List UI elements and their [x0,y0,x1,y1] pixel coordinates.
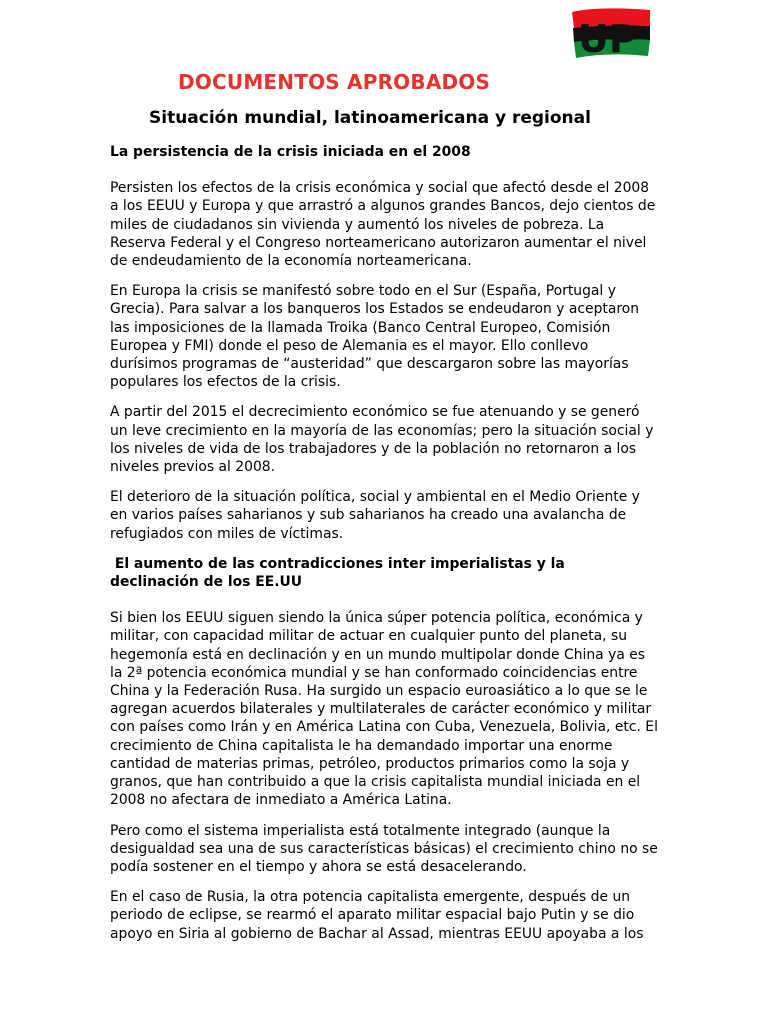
svg-text:UP: UP [578,17,637,61]
paragraph: Pero como el sistema imperialista está totalmente integrado (aunque la desigualdad sea una de sus características básicas) el crecimiento chino no se podía sostener en el tiempo y ahora se está desacelerando. [110,822,658,875]
section-heading: El aumento de las contradicciones inter imperialistas y la declinación de los EE.UU [110,555,570,591]
paragraph: El deterioro de la situación política, social y ambiental en el Medio Oriente y en varios países saharianos y sub saharianos ha creado una avalancha de refugiados con miles de víctimas. [110,489,640,542]
paragraph: Si bien los EEUU siguen siendo la única súper potencia política, económica y militar, con capacidad militar de actuar en cualquier punto del planeta, su hegemonía está en declinación y en un mundo multipolar donde China ya es la 2ª potencia económica mundial y se han conformado coincidencias entre China y la Federación Rusa. Ha surgido un espacio euroasiático a lo que se le agregan acuerdos bilaterales y multilaterales de carácter económico y militar con países como Irán y en América Latina con Cuba, Venezuela, Bolivia, etc. El crecimiento de China capitalista le ha demandado importar una enorme cantidad de materias primas, petróleo, productos primarios como la soja y granos, que han contribuido a que la crisis capitalista mundial iniciada en el 2008 no afectara de inmediato a América Latina. [110,610,658,809]
paragraph: Persisten los efectos de la crisis económica y social que afectó desde el 2008 a los EEUU y Europa y que arrastró a algunos grandes Bancos, dejo cientos de miles de ciudadanos sin vivienda y aumentó los niveles de pobreza. La Reserva Federal y el Congreso norteamericano autorizaron aumentar el nivel de endeudamiento de la economía norteamericana. [110,180,656,270]
section-heading: La persistencia de la crisis iniciada en el 2008 [110,144,471,160]
paragraph: En el caso de Rusia, la otra potencia capitalista emergente, después de un periodo de eclipse, se rearmó el aparato militar espacial bajo Putin y se dio apoyo en Siria al gobierno de Bachar al Assad, mientras EEUU apoyaba a los [110,889,644,942]
document-body [110,143,658,955]
paragraph: A partir del 2015 el decrecimiento económico se fue atenuando y se generó un leve crecimiento en la mayoría de las economías; pero la situación social y los niveles de vida de los trabajadores y de la población no retornaron a los niveles previos al 2008. [110,404,654,476]
documents-header: DOCUMENTOS APROBADOS [178,70,491,94]
paragraph: En Europa la crisis se manifestó sobre todo en el Sur (España, Portugal y Grecia). Para salvar a los banqueros los Estados se endeudaron y aceptaron las imposiciones de la llamada Troika (Banco Central Europeo, Comisión Europea y FMI) donde el peso de Alemania es el mayor. Ello conllevo durísimos programas de “austeridad” que descargaron sobre las mayorías populares los efectos de la crisis. [110,283,640,391]
section-crisis-2008 [110,143,658,543]
up-flag-icon [568,6,654,62]
section-imperialist-contradictions [110,555,658,943]
page-title: Situación mundial, latinoamericana y regional [149,108,591,128]
up-logo [568,6,654,62]
